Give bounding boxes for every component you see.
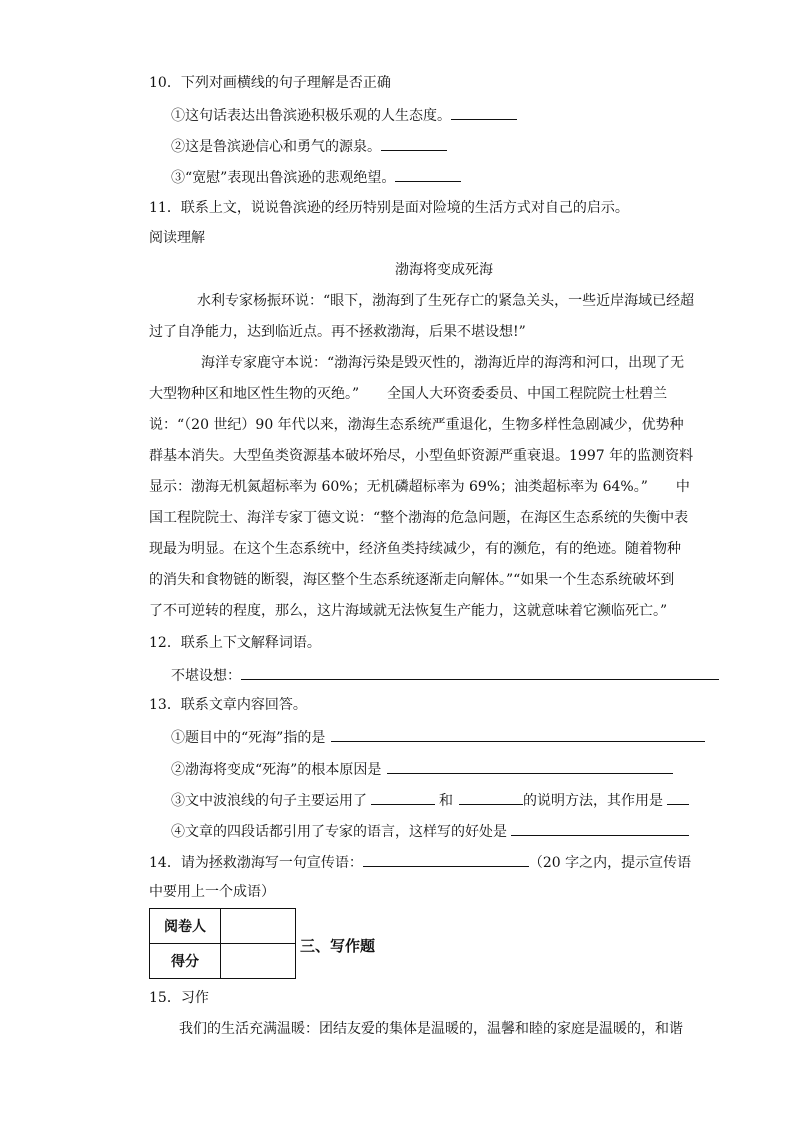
q13-item-2: [171, 756, 719, 780]
q12-answer-blank[interactable]: [241, 662, 719, 680]
q14-stem: 14．请为拯救渤海写一句宣传语：: [149, 855, 363, 871]
score-table-reviewer-cell[interactable]: [221, 909, 296, 944]
passage-line-8: 国工程院院士、海洋专家丁德文说：“整个渤海的危急问题，在海区生态系统的失衡中表: [149, 510, 689, 526]
score-table-score-cell[interactable]: [221, 944, 296, 979]
q11-stem: 11．联系上文，说说鲁滨逊的经历特别是面对险境的生活方式对自己的启示。: [149, 200, 629, 216]
q13-item-4-blank[interactable]: [511, 818, 689, 836]
passage-line-10: 的消失和食物链的断裂，海区整个生态系统逐渐走向解体。”“如果一个生态系统破坏到: [149, 572, 675, 588]
q10-item-2-blank[interactable]: [381, 133, 447, 151]
section-reading: 阅读理解: [149, 230, 205, 246]
q15-text: 我们的生活充满温暖：团结友爱的集体是温暖的，温馨和睦的家庭是温暖的，和谐: [179, 1021, 683, 1037]
q14-slogan-blank[interactable]: [363, 849, 529, 867]
q13-item-3: [171, 787, 719, 811]
q13-item-3-text-c: 的说明方法，其作用是: [523, 793, 663, 809]
q12-stem: 12．联系上下文解释词语。: [149, 635, 321, 651]
passage-line-6: 群基本消失。大型鱼类资源基本破坏殆尽，小型鱼虾资源严重衰退。1997 年的监测资料: [149, 448, 694, 464]
q13-item-3-blank-c[interactable]: [667, 787, 689, 805]
q10-item-1-blank[interactable]: [451, 102, 517, 120]
score-table-reviewer-label: 阅卷人: [150, 909, 221, 944]
q10-item-3-blank[interactable]: [395, 164, 461, 182]
q12-term: 不堪设想：: [171, 668, 241, 684]
q10-item-2: [171, 133, 741, 157]
q14-line-2: 中要用上一个成语）: [149, 884, 275, 900]
passage-line-9: 现最为明显。在这个生态系统中，经济鱼类持续减少，有的濒危，有的绝迹。随着物种: [149, 541, 681, 557]
q10-item-3: [171, 164, 741, 188]
q12-answer-row: [171, 662, 719, 686]
q13-item-1-text: ①题目中的“死海”指的是: [171, 730, 326, 746]
q10-item-3-text: ③“宽慰”表现出鲁滨逊的悲观绝望。: [171, 170, 396, 186]
passage-line-2: 过了自净能力，达到临近点。再不拯救渤海，后果不堪设想!”: [149, 324, 526, 340]
q13-item-3-text-a: ③文中波浪线的句子主要运用了: [171, 793, 367, 809]
q13-stem: 13．联系文章内容回答。: [149, 697, 307, 713]
q13-item-3-blank-b[interactable]: [459, 787, 523, 805]
passage-line-11: 了不可逆转的程度，那么，这片海域就无法恢复生产能力，这就意味着它濒临死亡。”: [149, 603, 668, 619]
q13-item-3-blank-a[interactable]: [371, 787, 435, 805]
q10-item-1: [171, 102, 741, 126]
q15-stem: 15．习作: [149, 990, 209, 1006]
q13-item-1-blank[interactable]: [331, 724, 705, 742]
q13-item-2-blank[interactable]: [387, 756, 673, 774]
q10-stem: 10．下列对画横线的句子理解是否正确: [149, 75, 391, 91]
score-table: [149, 908, 296, 979]
q10-item-1-text: ①这句话表达出鲁滨逊积极乐观的人生态度。: [171, 108, 451, 124]
section-writing-heading: 三、写作题: [300, 937, 376, 955]
q13-item-1: [171, 724, 719, 748]
q14-line-1: [149, 849, 729, 873]
passage-line-5: 说：“（20 世纪）90 年代以来，渤海生态系统严重退化，生物多样性急剧减少，优势种: [149, 417, 684, 433]
q13-item-3-text-b: 和: [439, 793, 453, 809]
score-table-score-label: 得分: [150, 944, 221, 979]
q10-item-2-text: ②这是鲁滨逊信心和勇气的源泉。: [171, 139, 381, 155]
q14-hint-1: （20 字之内，提示宣传语: [528, 855, 692, 871]
passage-line-4: 大型物种区和地区性生物的灭绝。” 全国人大环资委委员、中国工程院院士杜碧兰: [149, 386, 668, 402]
passage-title: 渤海将变成死海: [395, 262, 493, 278]
q13-item-4: [171, 818, 719, 842]
passage-line-3: 海洋专家鹿守本说：“渤海污染是毁灭性的，渤海近岸的海湾和河口，出现了无: [201, 355, 685, 371]
q13-item-2-text: ②渤海将变成“死海”的根本原因是: [171, 762, 382, 778]
q13-item-4-text: ④文章的四段话都引用了专家的语言，这样写的好处是: [171, 824, 507, 840]
passage-line-7: 显示：渤海无机氮超标率为 60%；无机磷超标率为 69%；油类超标率为 64%。” 中: [149, 479, 690, 495]
passage-line-1: 水利专家杨振环说：“眼下，渤海到了生死存亡的紧急关头，一些近岸海域已经超: [197, 293, 695, 309]
